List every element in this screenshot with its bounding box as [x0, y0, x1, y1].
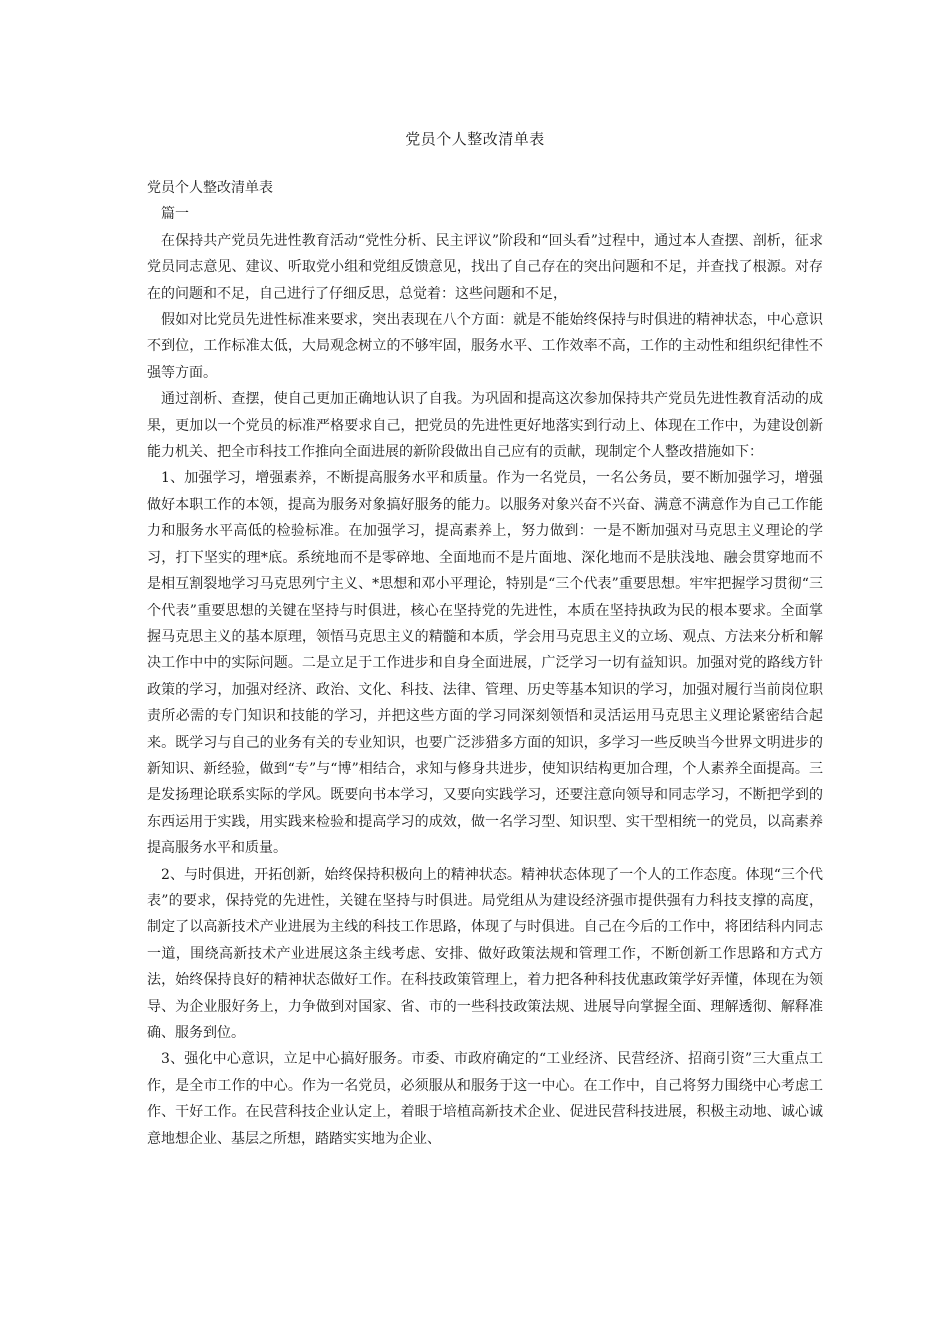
paragraph-measure-1: 1、加强学习，增强素养，不断提高服务水平和质量。作为一名党员，一名公务员，要不断加强学习，增强做好本职工作的本领，提高为服务对象搞好服务的能力。以服务对象兴奋不兴奋、满意不满意作为自己工作能力和服务水平高低的检验标准。在加强学习，提高素养上，努力做到：一是不断加强对马克思主义理论的学习，打下坚实的理*底。系统地而不是零碎地、全面地而不是片面地、深化地而不是肤浅地、融会贯穿地而不是相互割裂地学习马克思列宁主义、*思想和邓小平理论，特别是“三个代表”重要思想。牢牢把握学习贯彻“三个代表”重要思想的关键在坚持与时俱进，核心在坚持党的先进性，本质在坚持执政为民的根本要求。全面掌握马克思主义的基本原理，领悟马克思主义的精髓和本质，学会用马克思主义的立场、观点、方法来分析和解决工作中中的实际问题。二是立足于工作进步和自身全面进展，广泛学习一切有益知识。加强对党的路线方针政策的学习，加强对经济、政治、文化、科技、法律、管理、历史等基本知识的学习，加强对履行当前岗位职责所必需的专门知识和技能的学习，并把这些方面的学习同深刻领悟和灵活运用马克思主义理论紧密结合起来。既学习与自己的业务有关的专业知识，也要广泛涉猎多方面的知识，多学习一些反映当今世界文明进步的新知识、新经验，做到“专”与“博”相结合，求知与修身共进步，使知识结构更加合理，个人素养全面提高。三是发扬理论联系实际的学风。既要向书本学习，又要向实践学习，还要注意向领导和同志学习，不断把学到的东西运用于实践，用实践来检验和提高学习的成效，做一名学习型、知识型、实干型相统一的党员，以高素养提高服务水平和质量。 — [147, 470, 823, 857]
document-title: 党员个人整改清单表 — [405, 130, 545, 148]
section-label: 篇一 — [161, 206, 189, 223]
document-body — [147, 175, 823, 1152]
paragraph-intro: 在保持共产党员先进性教育活动“党性分析、民主评议”阶段和“回头看”过程中，通过本人查摆、剖析，征求党员同志意见、建议、听取党小组和党组反馈意见，找出了自己存在的突出问题和不足，并查找了根源。对存在的问题和不足，自己进行了仔细反思，总觉着：这些问题和不足， — [147, 232, 823, 302]
paragraph-measures-intro: 通过剖析、查摆，使自己更加正确地认识了自我。为巩固和提高这次参加保持共产党员先进性教育活动的成果，更加以一个党员的标准严格要求自己，把党员的先进性更好地落实到行动上、体现在工作中，为建设创新能力机关、把全市科技工作推向全面进展的新阶段做出自己应有的贡献，现制定个人整改措施如下： — [147, 391, 823, 461]
document-subtitle: 党员个人整改清单表 — [147, 180, 273, 196]
paragraph-measure-2: 2、与时俱进，开拓创新，始终保持积极向上的精神状态。精神状态体现了一个人的工作态度。体现“三个代表”的要求，保持党的先进性，关键在坚持与时俱进。局党组从为建设经济强市提供强有力科技支撑的高度，制定了以高新技术产业进展为主线的科技工作思路，体现了与时俱进。自己在今后的工作中，将团结科内同志一道，围绕高新技术产业进展这条主线考虑、安排、做好政策法规和管理工作，不断创新工作思路和方式方法，始终保持良好的精神状态做好工作。在科技政策管理上，着力把各种科技优惠政策学好弄懂，体现在为领导、为企业服好务上，力争做到对国家、省、市的一些科技政策法规、进展导向掌握全面、理解透彻、解释准确、服务到位。 — [147, 866, 823, 1041]
paragraph-measure-3: 3、强化中心意识，立足中心搞好服务。市委、市政府确定的“工业经济、民营经济、招商引资”三大重点工作，是全市工作的中心。作为一名党员，必须服从和服务于这一中心。在工作中，自己将努力围绕中心考虑工作、干好工作。在民营科技企业认定上，着眼于培植高新技术企业、促进民营科技进展，积极主动地、诚心诚意地想企业、基层之所想，踏踏实实地为企业、 — [147, 1051, 823, 1147]
paragraph-problems: 假如对比党员先进性标准来要求，突出表现在八个方面：就是不能始终保持与时俱进的精神状态，中心意识不到位，工作标准太低，大局观念树立的不够牢固，服务水平、工作效率不高，工作的主动性和组织纪律性不强等方面。 — [147, 312, 823, 381]
